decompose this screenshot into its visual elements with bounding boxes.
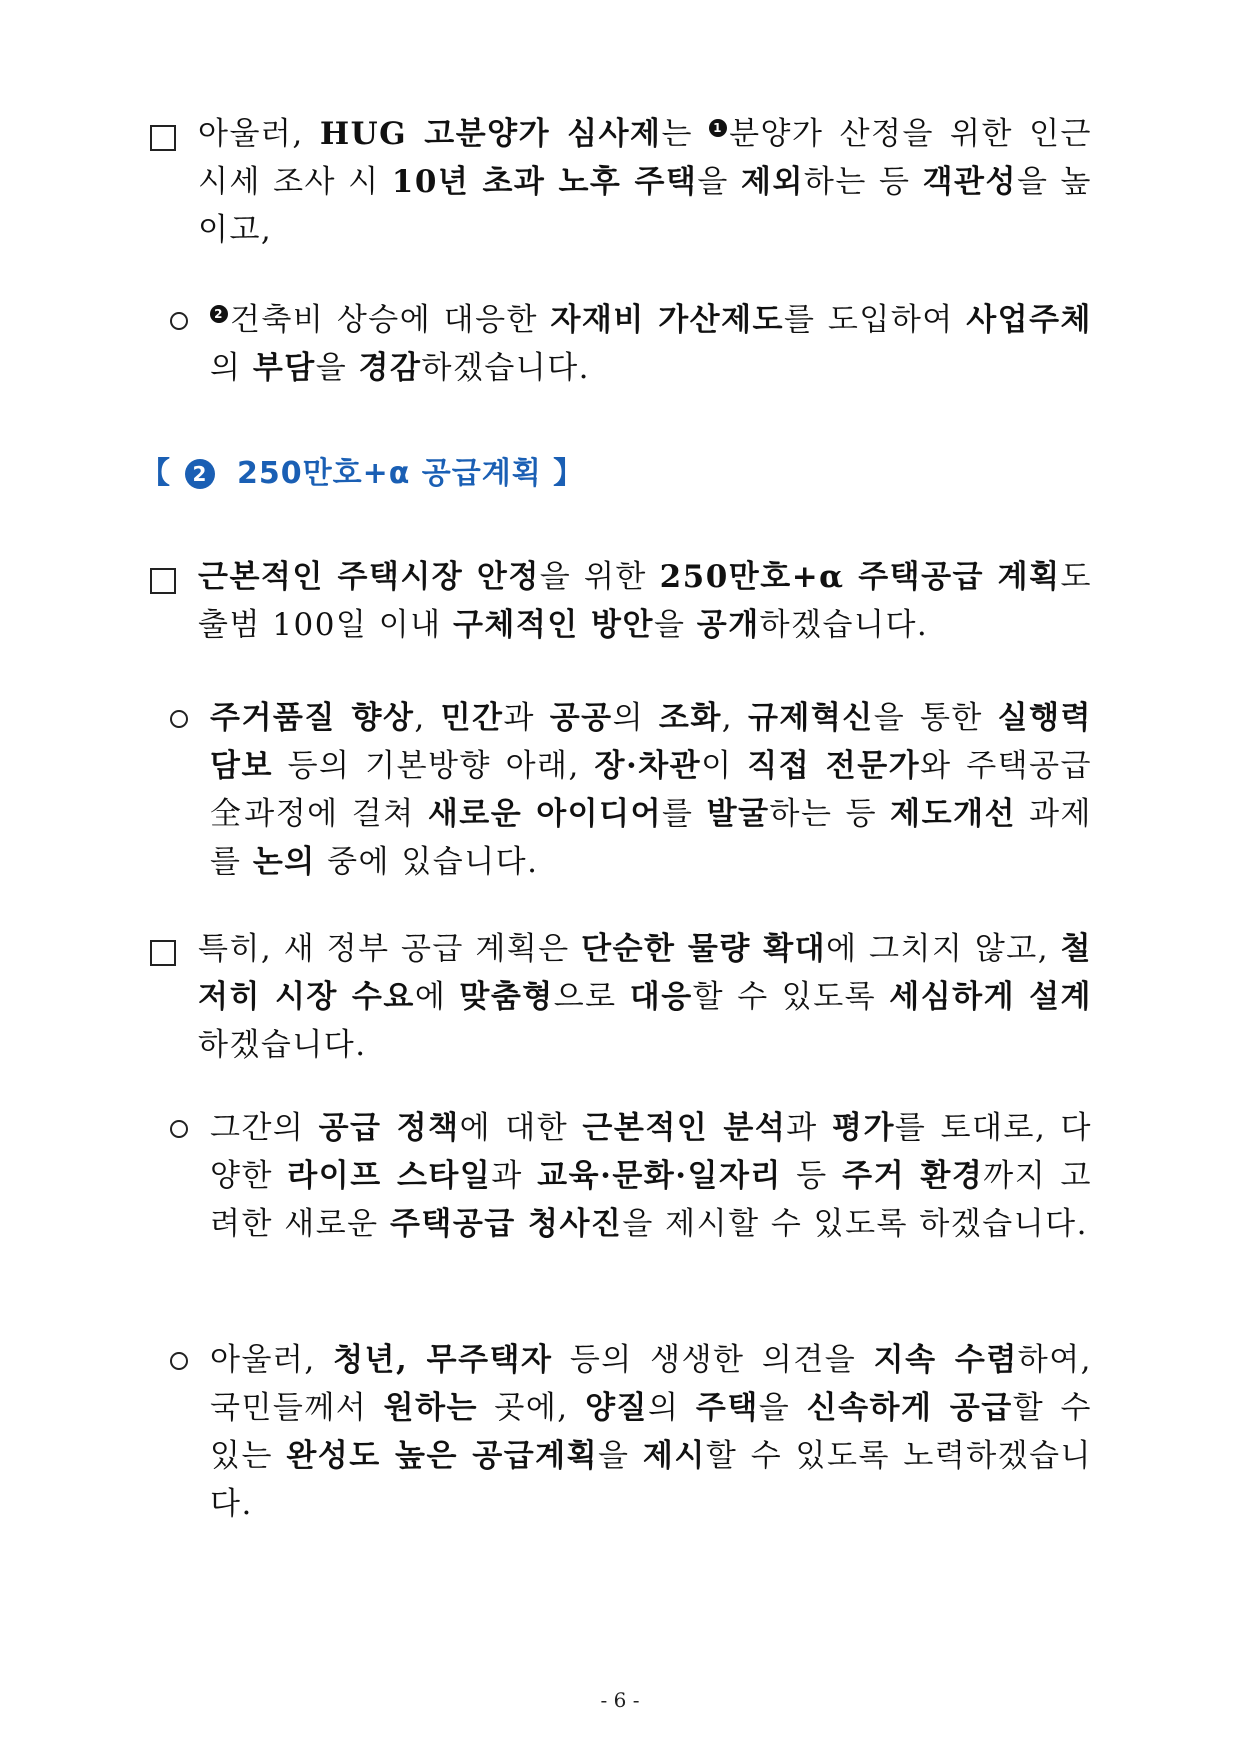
bold-text: 제도개선 [890, 796, 1016, 832]
text: 등의 기본방향 아래, [272, 748, 595, 784]
paragraph-public-opinion [210, 1336, 1092, 1528]
text: 에 대한 [459, 1110, 583, 1146]
text: 를 도입하여 [784, 302, 967, 338]
text: 할 수 있도록 노력하겠습니다. [210, 1438, 1092, 1522]
circle-bullet-icon [170, 710, 188, 728]
section-number-icon: 2 [185, 459, 215, 489]
text: 으로 [553, 979, 630, 1015]
text: 등 [781, 1158, 843, 1194]
text: 하는 등 [803, 164, 923, 200]
bold-text: 공개 [696, 607, 760, 643]
bold-text: 객관성 [922, 164, 1017, 200]
bold-text: 10년 초과 노후 주택 [391, 164, 698, 200]
text: 과제를 [210, 796, 1093, 880]
bold-text: 라이프 스타일 [287, 1158, 492, 1194]
bold-text: 대응 [629, 979, 693, 1015]
text: 까지 고려한 새로운 [210, 1158, 1093, 1242]
text: 중에 있습니다. [315, 844, 539, 880]
page-number: - 6 - [600, 1688, 640, 1712]
text: 할 수 있도록 [692, 979, 890, 1015]
text: 을 [653, 607, 697, 643]
text: 도 출범 100일 이내 [198, 559, 1092, 643]
bold-text: 제시 [642, 1438, 706, 1474]
text: 특히, 새 정부 공급 계획은 [198, 931, 582, 967]
bold-text: 새로운 아이디어 [427, 796, 663, 832]
text: 를 [662, 796, 707, 832]
text: 에 [414, 979, 460, 1015]
section-heading [140, 448, 584, 492]
circle-bullet-icon [170, 1352, 188, 1370]
text: 하겠습니다. [759, 607, 929, 643]
checkbox-bullet-icon [150, 940, 176, 966]
text: 하여, 국민들께서 [210, 1342, 1093, 1426]
bold-text: 발굴 [706, 796, 770, 832]
text: 하는 등 [769, 796, 891, 832]
text: 을 제시할 수 있도록 하겠습니다. [622, 1206, 1088, 1242]
bold-text: 조화 [658, 700, 722, 736]
bold-text: 실행력 담보 [210, 700, 1092, 784]
checkbox-bullet-icon [150, 568, 176, 594]
bold-text: 교육·문화·일자리 [537, 1158, 782, 1194]
paragraph-hug-review [198, 110, 1092, 254]
paragraph-supply-plan [198, 553, 1092, 649]
bold-text: 단순한 물량 확대 [581, 931, 827, 967]
bold-text: 청년, 무주택자 [333, 1342, 553, 1378]
text: 에 그치지 않고, [826, 931, 1061, 967]
bold-text: 완성도 높은 공급계획 [286, 1438, 599, 1474]
bold-text: 자재비 가산제도 [550, 302, 784, 338]
text: 을 [758, 1390, 807, 1426]
text: 의 [648, 1390, 696, 1426]
bold-text: 주거 환경 [842, 1158, 984, 1194]
text: 아울러, [198, 116, 320, 152]
bracket-close: 】 [553, 456, 585, 491]
bold-text: 부담 [252, 350, 316, 386]
bold-text: 논의 [252, 844, 316, 880]
bold-text: 양질 [585, 1390, 648, 1426]
paragraph-tailored-supply [198, 925, 1092, 1069]
text: 과 [786, 1110, 832, 1146]
bold-text: 주거품질 향상 [210, 700, 415, 736]
text: 등의 생생한 의견을 [552, 1342, 874, 1378]
text: , [721, 700, 748, 736]
text: 분양가 산정을 위한 인근 시세 조사 시 [198, 116, 1092, 200]
paragraph-basic-direction [210, 694, 1092, 886]
bold-text: 규제혁신 [747, 700, 874, 736]
bold-text: 장·차관 [594, 748, 702, 784]
bold-text: 주택 [695, 1390, 759, 1426]
text: 을 높이고, [198, 164, 1093, 248]
checkbox-bullet-icon [150, 125, 176, 151]
text: 의 [612, 700, 659, 736]
circled-number-icon: 1 [709, 119, 727, 137]
text: 할 수 있는 [210, 1390, 1092, 1474]
bold-text: 근본적인 주택시장 안정 [198, 559, 540, 595]
text: 건축비 상승에 대응한 [230, 302, 551, 338]
bold-text: 공급 정책 [318, 1110, 460, 1146]
circle-bullet-icon [170, 1120, 188, 1138]
bold-text: 구체적인 방안 [452, 607, 654, 643]
bold-text: 직접 전문가 [747, 748, 921, 784]
bold-text: 세심하게 설계 [889, 979, 1093, 1015]
text: 를 토대로, 다양한 [210, 1110, 1092, 1194]
text: 을 [315, 350, 359, 386]
text: 하겠습니다. [198, 1027, 367, 1063]
bold-text: 주택공급 청사진 [389, 1206, 623, 1242]
bold-text: 경감 [358, 350, 422, 386]
text: 의 [210, 350, 253, 386]
bold-text: 맞춤형 [459, 979, 554, 1015]
text: 이 [701, 748, 748, 784]
bold-text: 250만호+α 주택공급 계획 [659, 559, 1061, 595]
bold-text: 민간 [440, 700, 504, 736]
bold-text: 제외 [741, 164, 804, 200]
bold-text: 지속 수렴 [873, 1342, 1018, 1378]
text: 을 [697, 164, 741, 200]
bracket-open: 【 [140, 456, 171, 491]
paragraph-material-cost [210, 296, 1092, 392]
text: 과 [491, 1158, 538, 1194]
text: 와 주택공급 全과정에 걸쳐 [210, 748, 1093, 832]
bold-text: 근본적인 분석 [582, 1110, 787, 1146]
circle-bullet-icon [170, 312, 188, 330]
bold-text: 신속하게 공급 [806, 1390, 1013, 1426]
text: 곳에, [478, 1390, 586, 1426]
text: 을 위한 [539, 559, 660, 595]
text: 그간의 [210, 1110, 319, 1146]
bold-text: 공공 [549, 700, 613, 736]
section-title: 250만호+α 공급계획 [237, 456, 542, 491]
paragraph-blueprint [210, 1104, 1092, 1248]
text: 는 [661, 116, 710, 152]
text: , [414, 700, 441, 736]
text: 하겠습니다. [421, 350, 591, 386]
text: 을 통한 [873, 700, 998, 736]
bold-text: 원하는 [383, 1390, 478, 1426]
bold-text: 철저히 시장 수요 [198, 931, 1092, 1015]
circled-number-icon: 2 [210, 305, 228, 323]
text: 과 [503, 700, 550, 736]
text: 을 [598, 1438, 643, 1474]
text: 아울러, [210, 1342, 334, 1378]
bold-text: 사업주체 [966, 302, 1092, 338]
bold-text: 평가 [832, 1110, 895, 1146]
bold-text: HUG 고분양가 심사제 [319, 116, 662, 152]
